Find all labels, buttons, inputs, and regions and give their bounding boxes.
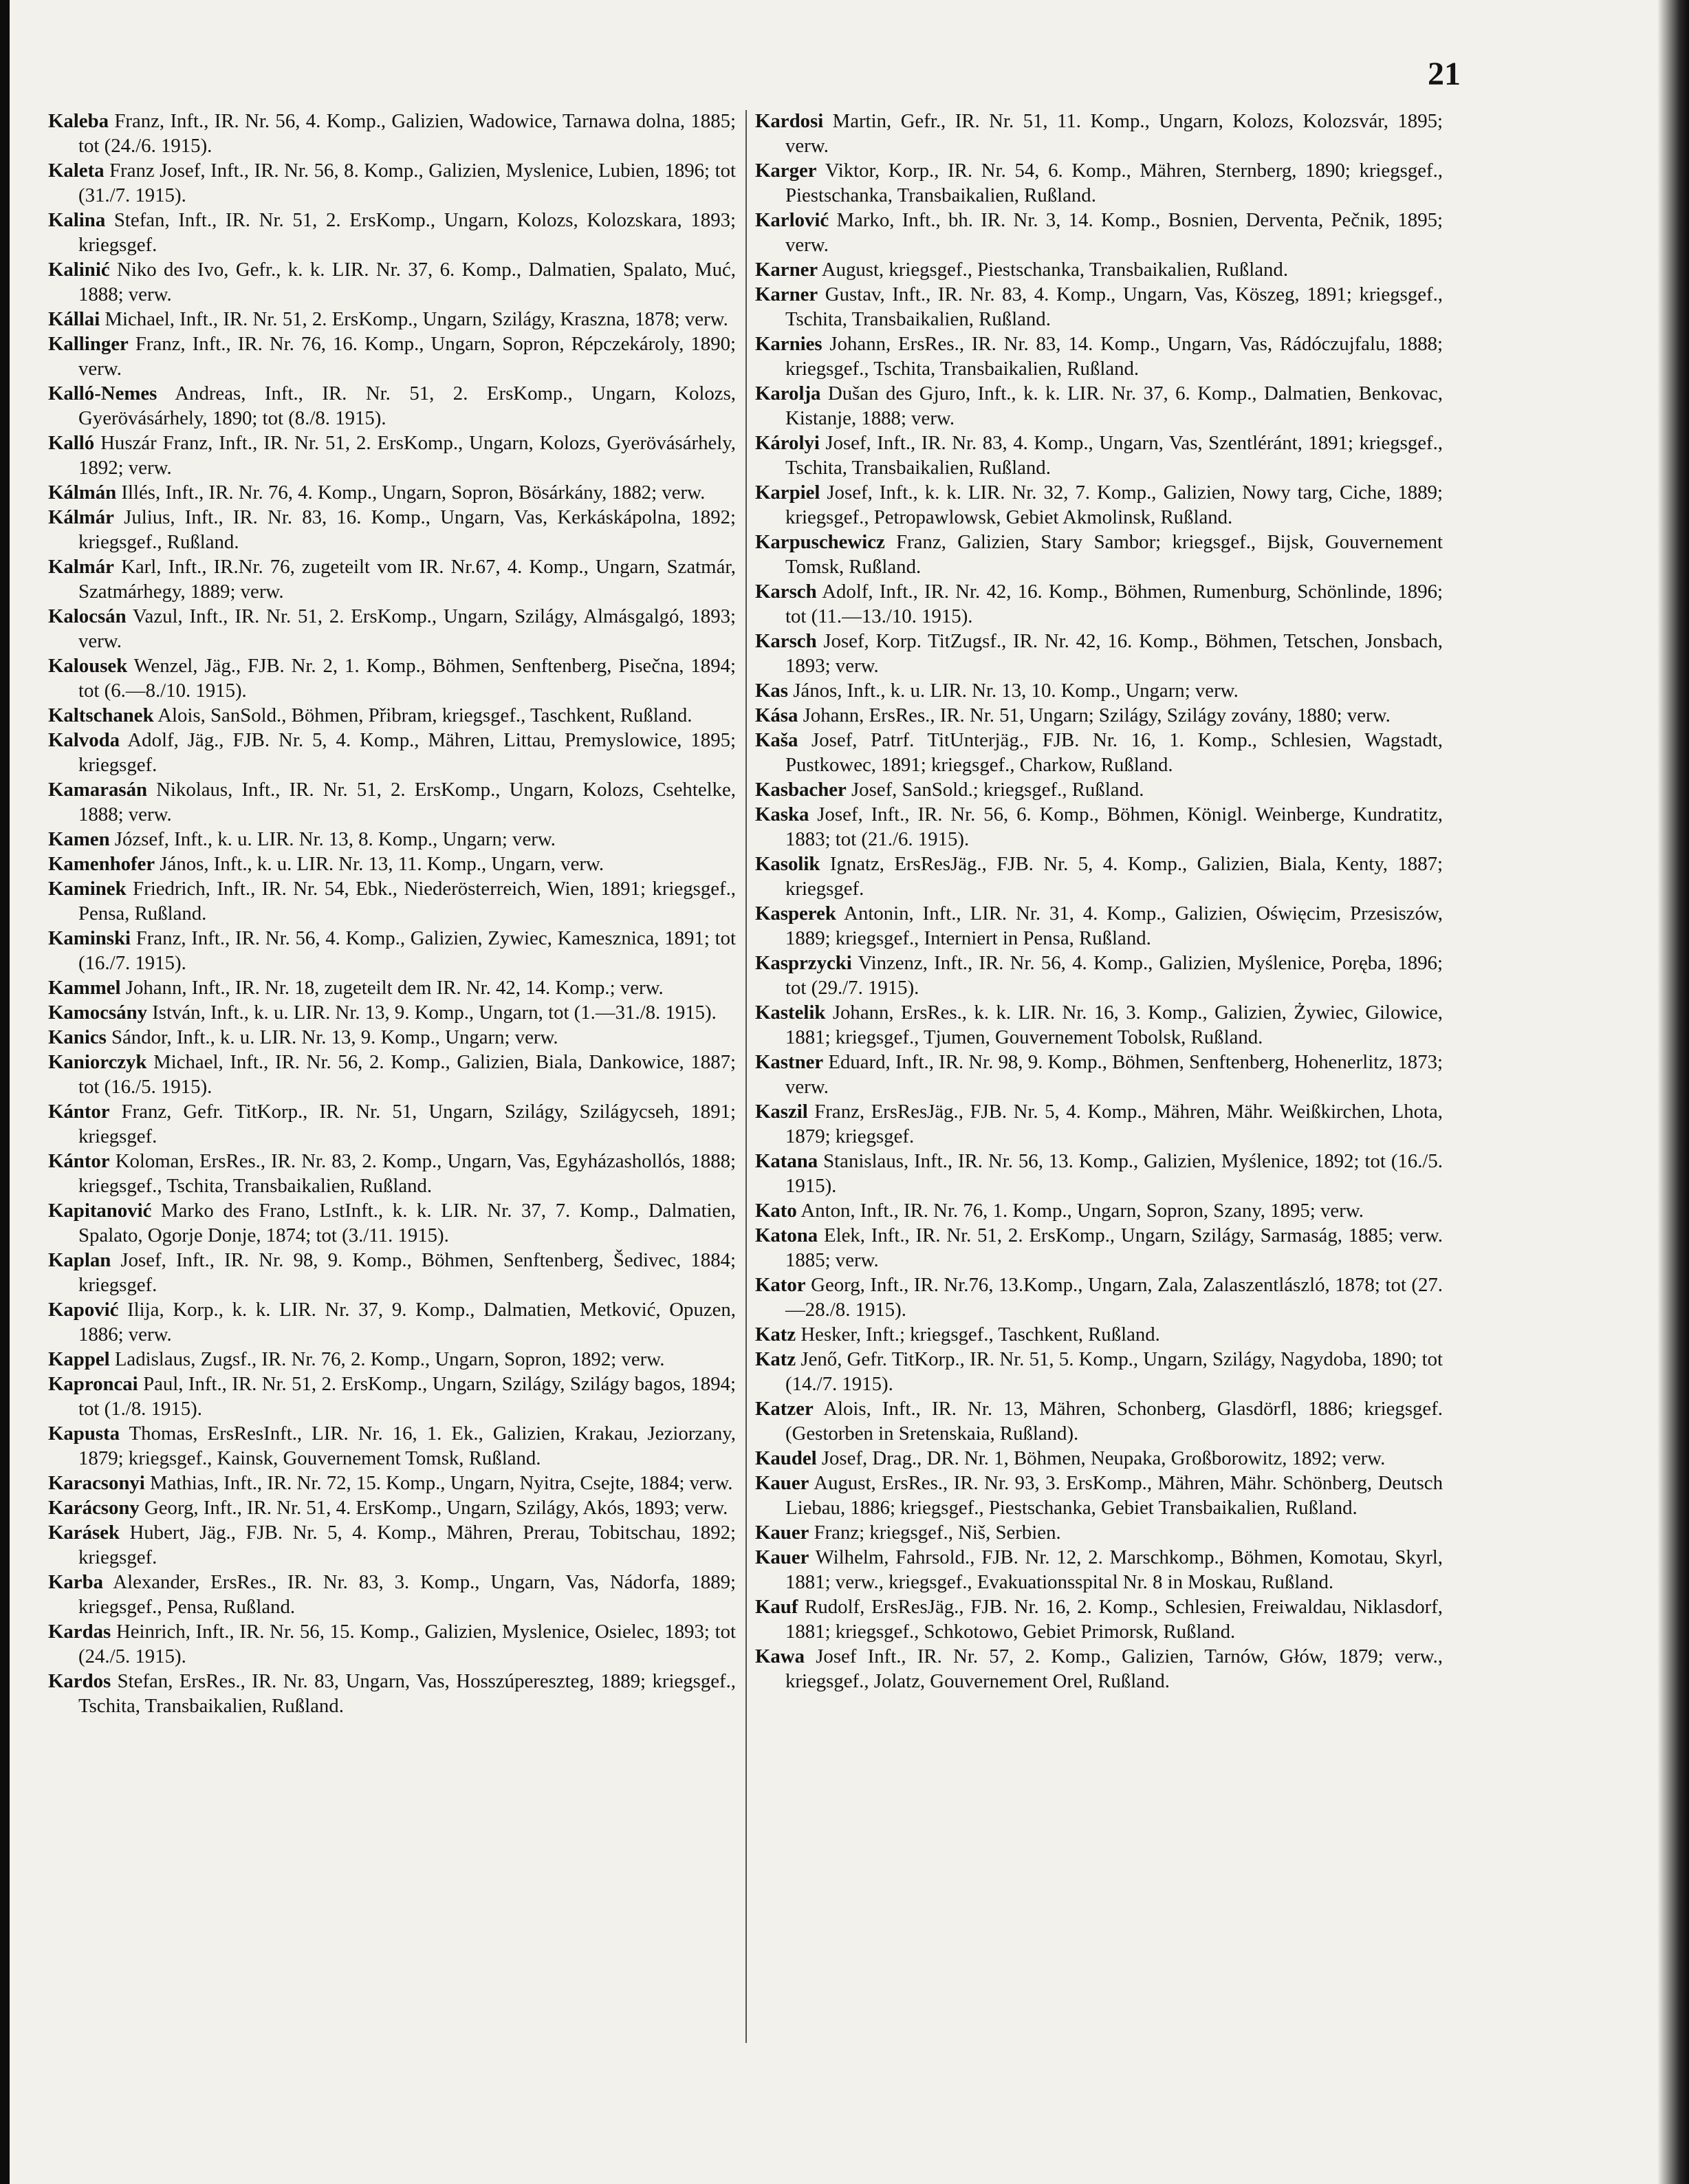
- entry-surname: Kaudel: [755, 1447, 817, 1469]
- entry-details: Josef, SanSold.; kriegsgef., Rußland.: [846, 779, 1144, 801]
- list-entry: [755, 1396, 1443, 1446]
- entry-details: Ignatz, ErsResJäg., FJB. Nr. 5, 4. Komp., Galizien, Biala, Kenty, 1887; kriegsgef.: [785, 853, 1443, 900]
- entry-details: Antonin, Inft., LIR. Nr. 31, 4. Komp., Galizien, Oświęcim, Przesiszów, 1889; kriegsgef., Interniert in Pensa, Rußland.: [785, 902, 1443, 949]
- entry-surname: Katana: [755, 1150, 818, 1172]
- list-entry: [48, 505, 736, 554]
- list-entry: [755, 332, 1443, 381]
- list-entry: [755, 158, 1443, 208]
- list-entry: [755, 901, 1443, 951]
- entry-surname: Kalvoda: [48, 729, 120, 751]
- entry-surname: Kaplan: [48, 1249, 111, 1271]
- entry-details: Alexander, ErsRes., IR. Nr. 83, 3. Komp., Ungarn, Vas, Nádorfa, 1889; kriegsgef., Pensa, Rußland.: [78, 1571, 736, 1618]
- list-entry: [755, 703, 1443, 728]
- entry-details: Michael, Inft., IR. Nr. 56, 2. Komp., Galizien, Biala, Dankowice, 1887; tot (16./5. 1915).: [78, 1051, 736, 1098]
- entry-details: Josef Inft., IR. Nr. 57, 2. Komp., Galizien, Tarnów, Głów, 1879; verw., kriegsgef., Jolatz, Gouvernement Orel, Rußland.: [785, 1645, 1443, 1692]
- entry-details: Sándor, Inft., k. u. LIR. Nr. 13, 9. Komp., Ungarn; verw.: [106, 1026, 558, 1048]
- entry-details: Ilija, Korp., k. k. LIR. Nr. 37, 9. Komp., Dalmatien, Metković, Opuzen, 1886; verw.: [78, 1299, 736, 1345]
- entry-details: Vinzenz, Inft., IR. Nr. 56, 4. Komp., Galizien, Myślenice, Poręba, 1896; tot (29./7. 1915).: [785, 952, 1443, 999]
- list-entry: [48, 480, 736, 505]
- entry-surname: Kaminski: [48, 927, 131, 949]
- entry-details: Marko des Frano, LstInft., k. k. LIR. Nr. 37, 7. Komp., Dalmatien, Spalato, Ogorje Donje, 1874; tot (3./11. 1915).: [78, 1200, 736, 1246]
- entry-surname: Karolja: [755, 382, 821, 404]
- list-entry: [48, 876, 736, 926]
- entry-details: Elek, Inft., IR. Nr. 51, 2. ErsKomp., Ungarn, Szilágy, Sarmaság, 1885; verw. 1885; verw.: [785, 1224, 1443, 1271]
- entry-surname: Kaltschanek: [48, 704, 154, 726]
- list-entry: [48, 728, 736, 777]
- list-entry: [755, 1198, 1443, 1223]
- document-page: [10, 0, 1666, 2184]
- entry-surname: Kawa: [755, 1645, 805, 1667]
- entry-details: Marko, Inft., bh. IR. Nr. 3, 14. Komp., Bosnien, Derventa, Pečnik, 1895; verw.: [785, 209, 1443, 256]
- entry-surname: Karásek: [48, 1522, 120, 1544]
- entry-surname: Karner: [755, 259, 818, 281]
- list-entry: [48, 1619, 736, 1669]
- entry-details: Martin, Gefr., IR. Nr. 51, 11. Komp., Ungarn, Kolozs, Kolozsvár, 1895; verw.: [785, 110, 1443, 157]
- list-entry: [48, 1025, 736, 1050]
- entry-details: Dušan des Gjuro, Inft., k. k. LIR. Nr. 37, 6. Komp., Dalmatien, Benkovac, Kistanje, 1888; verw.: [785, 382, 1443, 429]
- list-entry: [48, 1372, 736, 1421]
- list-entry: [48, 926, 736, 975]
- entry-surname: Kaszil: [755, 1101, 808, 1123]
- entry-details: Franz, Inft., IR. Nr. 76, 16. Komp., Ungarn, Sopron, Répczekároly, 1890; verw.: [78, 333, 736, 380]
- list-entry: [48, 1471, 736, 1495]
- entry-details: Alois, SanSold., Böhmen, Přibram, kriegsgef., Taschkent, Rußland.: [153, 704, 693, 726]
- entry-surname: Kapitanović: [48, 1200, 152, 1222]
- list-entry: [755, 1347, 1443, 1396]
- entry-details: Franz Josef, Inft., IR. Nr. 56, 8. Komp., Galizien, Myslenice, Lubien, 1896; tot (31./7. 1915).: [78, 160, 736, 206]
- entry-surname: Kaša: [755, 729, 798, 751]
- entry-surname: Kalló-Nemes: [48, 382, 157, 404]
- entry-details: Jenő, Gefr. TitKorp., IR. Nr. 51, 5. Komp., Ungarn, Szilágy, Nagydoba, 1890; tot (14./7. 1915).: [785, 1348, 1443, 1395]
- entry-details: Johann, ErsRes., k. k. LIR. Nr. 16, 3. Komp., Galizien, Żywiec, Gilowice, 1881; kriegsgef., Tjumen, Gouvernement Tobolsk, Rußland.: [785, 1002, 1443, 1048]
- list-entry: [755, 852, 1443, 901]
- right-column: [755, 109, 1443, 1694]
- entry-details: Josef, Inft., k. k. LIR. Nr. 32, 7. Komp., Galizien, Nowy targ, Ciche, 1889; kriegsgef., Petropawlowsk, Gebiet Akmolinsk, Rußland.: [785, 482, 1443, 528]
- entry-surname: Kaminek: [48, 878, 127, 900]
- entry-surname: Karner: [755, 283, 818, 305]
- entry-surname: Kálmár: [48, 506, 114, 528]
- entry-details: Mathias, Inft., IR. Nr. 72, 15. Komp., Ungarn, Nyitra, Csejte, 1884; verw.: [144, 1472, 733, 1494]
- list-entry: [48, 1669, 736, 1718]
- list-entry: [48, 208, 736, 257]
- entry-surname: Kanics: [48, 1026, 107, 1048]
- list-entry: [755, 1050, 1443, 1099]
- entry-surname: Kalinić: [48, 259, 110, 281]
- list-entry: [48, 431, 736, 480]
- entry-surname: Karacsonyi: [48, 1472, 145, 1494]
- entry-details: Josef, Inft., IR. Nr. 56, 6. Komp., Böhmen, Königl. Weinberge, Kundratitz, 1883; tot (21./6. 1915).: [785, 803, 1443, 850]
- entry-details: Johann, ErsRes., IR. Nr. 51, Ungarn; Szilágy, Szilágy zovány, 1880; verw.: [798, 704, 1391, 726]
- entry-surname: Kasolik: [755, 853, 820, 875]
- entry-surname: Kastelik: [755, 1002, 826, 1024]
- list-entry: [755, 1273, 1443, 1322]
- entry-details: Andreas, Inft., IR. Nr. 51, 2. ErsKomp., Ungarn, Kolozs, Gyerövásárhely, 1890; tot (8./8. 1915).: [78, 382, 736, 429]
- list-entry: [48, 777, 736, 827]
- entry-details: Gustav, Inft., IR. Nr. 83, 4. Komp., Ungarn, Vas, Köszeg, 1891; kriegsgef., Tschita, Transbaikalien, Rußland.: [785, 283, 1443, 330]
- entry-surname: Kappel: [48, 1348, 110, 1370]
- entry-details: József, Inft., k. u. LIR. Nr. 13, 8. Komp., Ungarn; verw.: [109, 828, 556, 850]
- entry-details: Josef, Drag., DR. Nr. 1, Böhmen, Neupaka, Großborowitz, 1892; verw.: [816, 1447, 1386, 1469]
- entry-surname: Kalousek: [48, 655, 128, 677]
- entry-surname: Kamen: [48, 828, 110, 850]
- entry-details: Adolf, Jäg., FJB. Nr. 5, 4. Komp., Mähren, Littau, Premyslowice, 1895; kriegsgef.: [78, 729, 736, 776]
- entry-surname: Kasperek: [755, 902, 836, 925]
- entry-details: Michael, Inft., IR. Nr. 51, 2. ErsKomp., Ungarn, Szilágy, Kraszna, 1878; verw.: [100, 308, 728, 330]
- list-entry: [755, 1471, 1443, 1520]
- entry-surname: Kasbacher: [755, 779, 847, 801]
- entry-surname: Kasprzycki: [755, 952, 852, 974]
- entry-details: Georg, Inft., IR. Nr.76, 13.Komp., Ungarn, Zala, Zalaszentlászló, 1878; tot (27.—28./8. 1915).: [785, 1274, 1443, 1321]
- entry-details: Hubert, Jäg., FJB. Nr. 5, 4. Komp., Mähren, Prerau, Tobitschau, 1892; kriegsgef.: [78, 1522, 736, 1568]
- list-entry: [48, 1149, 736, 1198]
- entry-surname: Karsch: [755, 630, 817, 652]
- entry-surname: Kalocsán: [48, 605, 127, 627]
- entry-surname: Károlyi: [755, 432, 820, 454]
- entry-details: Eduard, Inft., IR. Nr. 98, 9. Komp., Böhmen, Senftenberg, Hohenerlitz, 1873; verw.: [785, 1051, 1443, 1098]
- entry-details: Johann, ErsRes., IR. Nr. 83, 14. Komp., Ungarn, Vas, Rádóczujfalu, 1888; kriegsgef., Tschita, Transbaikalien, Rußland.: [785, 333, 1443, 380]
- entry-surname: Karba: [48, 1571, 103, 1593]
- list-entry: [48, 109, 736, 158]
- list-entry: [48, 604, 736, 653]
- entry-details: Koloman, ErsRes., IR. Nr. 83, 2. Komp., Ungarn, Vas, Egyházashollós, 1888; kriegsgef., Tschita, Transbaikalien, Rußland.: [78, 1150, 736, 1197]
- entry-details: Illés, Inft., IR. Nr. 76, 4. Komp., Ungarn, Sopron, Bösárkány, 1882; verw.: [116, 482, 706, 504]
- entry-surname: Kállai: [48, 308, 100, 330]
- list-entry: [48, 1570, 736, 1619]
- entry-surname: Katz: [755, 1323, 796, 1345]
- entry-surname: Kalmár: [48, 556, 114, 578]
- entry-surname: Kauf: [755, 1596, 798, 1618]
- list-entry: [755, 431, 1443, 480]
- entry-surname: Kása: [755, 704, 798, 726]
- list-entry: [755, 1594, 1443, 1644]
- entry-surname: Kauer: [755, 1522, 809, 1544]
- list-entry: [755, 678, 1443, 703]
- entry-details: Anton, Inft., IR. Nr. 76, 1. Komp., Ungarn, Sopron, Szany, 1895; verw.: [796, 1200, 1364, 1222]
- entry-surname: Katzer: [755, 1398, 814, 1420]
- list-entry: [755, 951, 1443, 1000]
- list-entry: [48, 257, 736, 307]
- column-divider: [745, 110, 747, 2043]
- entry-details: Heinrich, Inft., IR. Nr. 56, 15. Komp., Galizien, Myslenice, Osielec, 1893; tot (24./5. 1915).: [78, 1621, 736, 1667]
- entry-details: Stefan, ErsRes., IR. Nr. 83, Ungarn, Vas, Hosszúpereszteg, 1889; kriegsgef., Tschita, Transbaikalien, Rußland.: [78, 1670, 736, 1717]
- entry-surname: Kamocsány: [48, 1002, 147, 1024]
- list-entry: [48, 1198, 736, 1248]
- list-entry: [755, 1520, 1443, 1545]
- entry-surname: Katz: [755, 1348, 796, 1370]
- list-entry: [755, 1322, 1443, 1347]
- entry-details: Josef, Inft., IR. Nr. 98, 9. Komp., Böhmen, Senftenberg, Šedivec, 1884; kriegsgef.: [78, 1249, 736, 1296]
- list-entry: [755, 208, 1443, 257]
- entry-surname: Kapusta: [48, 1423, 120, 1445]
- list-entry: [48, 703, 736, 728]
- entry-details: Josef, Patrf. TitUnterjäg., FJB. Nr. 16, 1. Komp., Schlesien, Wagstadt, Pustkowec, 1891; kriegsgef., Charkow, Rußland.: [785, 729, 1443, 776]
- list-entry: [755, 257, 1443, 282]
- entry-surname: Karlović: [755, 209, 829, 231]
- left-column: [48, 109, 736, 1718]
- entry-details: Niko des Ivo, Gefr., k. k. LIR. Nr. 37, 6. Komp., Dalmatien, Spalato, Muć, 1888; verw.: [78, 259, 736, 305]
- page-number: 21: [1428, 56, 1461, 92]
- entry-details: Karl, Inft., IR.Nr. 76, zugeteilt vom IR. Nr.67, 4. Komp., Ungarn, Szatmár, Szatmárhegy, 1889; verw.: [78, 556, 736, 603]
- entry-surname: Kálmán: [48, 482, 117, 504]
- list-entry: [755, 480, 1443, 530]
- entry-details: Julius, Inft., IR. Nr. 83, 16. Komp., Ungarn, Vas, Kerkáskápolna, 1892; kriegsgef., Rußland.: [78, 506, 736, 553]
- list-entry: [48, 975, 736, 1000]
- entry-details: Josef, Korp. TitZugsf., IR. Nr. 42, 16. Komp., Böhmen, Tetschen, Jonsbach, 1893; verw.: [785, 630, 1443, 677]
- list-entry: [48, 1520, 736, 1570]
- entry-details: Huszár Franz, Inft., IR. Nr. 51, 2. ErsKomp., Ungarn, Kolozs, Gyerövásárhely, 1892; verw.: [78, 432, 736, 479]
- entry-details: Georg, Inft., IR. Nr. 51, 4. ErsKomp., Ungarn, Szilágy, Akós, 1893; verw.: [139, 1497, 728, 1519]
- list-entry: [48, 852, 736, 876]
- entry-details: János, Inft., k. u. LIR. Nr. 13, 11. Komp., Ungarn, verw.: [155, 853, 604, 875]
- list-entry: [48, 158, 736, 208]
- list-entry: [48, 307, 736, 332]
- entry-details: August, ErsRes., IR. Nr. 93, 3. ErsKomp., Mähren, Mähr. Schönberg, Deutsch Liebau, 1886; kriegsgef., Piestschanka, Gebiet Transbaikalien, Rußland.: [785, 1472, 1443, 1519]
- list-entry: [48, 1297, 736, 1347]
- list-entry: [48, 381, 736, 431]
- entry-details: Franz, Gefr. TitKorp., IR. Nr. 51, Ungarn, Szilágy, Szilágycseh, 1891; kriegsgef.: [78, 1101, 736, 1147]
- entry-surname: Kaproncai: [48, 1373, 138, 1395]
- entry-surname: Karpiel: [755, 482, 820, 504]
- entry-details: Hesker, Inft.; kriegsgef., Taschkent, Rußland.: [796, 1323, 1160, 1345]
- entry-details: Josef, Inft., IR. Nr. 83, 4. Komp., Ungarn, Vas, Szentléránt, 1891; kriegsgef., Tschita, Transbaikalien, Rußland.: [785, 432, 1443, 479]
- list-entry: [755, 1223, 1443, 1273]
- entry-details: Franz, ErsResJäg., FJB. Nr. 5, 4. Komp., Mähren, Mähr. Weißkirchen, Lhota, 1879; kriegsgef.: [785, 1101, 1443, 1147]
- entry-details: Stanislaus, Inft., IR. Nr. 56, 13. Komp., Galizien, Myślenice, 1892; tot (16./5. 1915).: [785, 1150, 1443, 1197]
- list-entry: [755, 1000, 1443, 1050]
- list-entry: [48, 1421, 736, 1471]
- entry-surname: Kaleta: [48, 160, 105, 182]
- entry-surname: Kastner: [755, 1051, 824, 1073]
- entry-surname: Kántor: [48, 1150, 110, 1172]
- entry-surname: Kántor: [48, 1101, 110, 1123]
- entry-surname: Karger: [755, 160, 817, 182]
- entry-surname: Karnies: [755, 333, 822, 355]
- entry-surname: Kalló: [48, 432, 95, 454]
- entry-surname: Katona: [755, 1224, 818, 1246]
- entry-surname: Kauer: [755, 1546, 809, 1568]
- entry-details: Vazul, Inft., IR. Nr. 51, 2. ErsKomp., Ungarn, Szilágy, Almásgalgó, 1893; verw.: [78, 605, 736, 652]
- list-entry: [755, 1446, 1443, 1471]
- entry-details: Franz, Inft., IR. Nr. 56, 4. Komp., Galizien, Zywiec, Kamesznica, 1891; tot (16./7. 1915).: [78, 927, 736, 974]
- entry-surname: Kaniorczyk: [48, 1051, 147, 1073]
- entry-details: Stefan, Inft., IR. Nr. 51, 2. ErsKomp., Ungarn, Kolozs, Kolozskara, 1893; kriegsgef.: [78, 209, 736, 256]
- entry-details: Rudolf, ErsResJäg., FJB. Nr. 16, 2. Komp., Schlesien, Freiwaldau, Niklasdorf, 1881; kriegsgef., Schkotowo, Gebiet Primorsk, Rußland.: [785, 1596, 1443, 1643]
- entry-surname: Kallinger: [48, 333, 129, 355]
- entry-details: August, kriegsgef., Piestschanka, Transbaikalien, Rußland.: [818, 259, 1289, 281]
- entry-surname: Kammel: [48, 977, 121, 999]
- list-entry: [755, 530, 1443, 579]
- entry-details: Franz, Galizien, Stary Sambor; kriegsgef., Bijsk, Gouvernement Tomsk, Rußland.: [785, 531, 1443, 578]
- entry-details: Nikolaus, Inft., IR. Nr. 51, 2. ErsKomp., Ungarn, Kolozs, Csehtelke, 1888; verw.: [78, 779, 736, 825]
- entry-details: Thomas, ErsResInft., LIR. Nr. 16, 1. Ek., Galizien, Krakau, Jeziorzany, 1879; kriegsgef., Kainsk, Gouvernement Tomsk, Rußland.: [78, 1423, 736, 1469]
- entry-details: Wilhelm, Fahrsold., FJB. Nr. 12, 2. Marschkomp., Böhmen, Komotau, Skyrl, 1881; verw., kriegsgef., Evakuationsspital Nr. 8 in Moskau, Rußland.: [785, 1546, 1443, 1593]
- list-entry: [48, 1050, 736, 1099]
- entry-surname: Karsch: [755, 581, 817, 603]
- list-entry: [755, 1545, 1443, 1594]
- entry-surname: Kator: [755, 1274, 806, 1296]
- scan-edge-shadow: [1657, 0, 1689, 2184]
- entry-surname: Kardosi: [755, 110, 824, 132]
- entry-surname: Kas: [755, 680, 789, 702]
- entry-surname: Kamenhofer: [48, 853, 155, 875]
- list-entry: [48, 1248, 736, 1297]
- entry-surname: Karpuschewicz: [755, 531, 885, 553]
- list-entry: [755, 728, 1443, 777]
- entry-surname: Kardas: [48, 1621, 111, 1643]
- list-entry: [755, 579, 1443, 629]
- entry-surname: Kardos: [48, 1670, 111, 1692]
- entry-details: Johann, Inft., IR. Nr. 18, zugeteilt dem IR. Nr. 42, 14. Komp.; verw.: [120, 977, 664, 999]
- list-entry: [48, 1495, 736, 1520]
- entry-details: János, Inft., k. u. LIR. Nr. 13, 10. Komp., Ungarn; verw.: [788, 680, 1239, 702]
- list-entry: [755, 282, 1443, 332]
- list-entry: [48, 827, 736, 852]
- list-entry: [48, 332, 736, 381]
- entry-details: Friedrich, Inft., IR. Nr. 54, Ebk., Niederösterreich, Wien, 1891; kriegsgef., Pensa, Rußland.: [78, 878, 736, 925]
- list-entry: [755, 1644, 1443, 1694]
- entry-surname: Kauer: [755, 1472, 809, 1494]
- list-entry: [755, 1099, 1443, 1149]
- entry-surname: Kalina: [48, 209, 106, 231]
- list-entry: [48, 1347, 736, 1372]
- entry-details: István, Inft., k. u. LIR. Nr. 13, 9. Komp., Ungarn, tot (1.—31./8. 1915).: [147, 1002, 717, 1024]
- entry-details: Alois, Inft., IR. Nr. 13, Mähren, Schonberg, Glasdörfl, 1886; kriegsgef. (Gestorben in Sretenskaia, Rußland).: [785, 1398, 1443, 1445]
- entry-details: Franz; kriegsgef., Niš, Serbien.: [809, 1522, 1061, 1544]
- list-entry: [755, 1149, 1443, 1198]
- entry-details: Viktor, Korp., IR. Nr. 54, 6. Komp., Mähren, Sternberg, 1890; kriegsgef., Piestschanka, Transbaikalien, Rußland.: [785, 160, 1443, 206]
- list-entry: [48, 653, 736, 703]
- entry-surname: Kaleba: [48, 110, 109, 132]
- entry-surname: Kapović: [48, 1299, 119, 1321]
- list-entry: [48, 1099, 736, 1149]
- list-entry: [48, 1000, 736, 1025]
- list-entry: [755, 381, 1443, 431]
- list-entry: [755, 777, 1443, 802]
- entry-surname: Kaska: [755, 803, 809, 825]
- entry-surname: Kamarasán: [48, 779, 147, 801]
- list-entry: [755, 629, 1443, 678]
- list-entry: [755, 109, 1443, 158]
- entry-details: Adolf, Inft., IR. Nr. 42, 16. Komp., Böhmen, Rumenburg, Schönlinde, 1896; tot (11.—13./10. 1915).: [785, 581, 1443, 627]
- list-entry: [755, 802, 1443, 852]
- entry-details: Franz, Inft., IR. Nr. 56, 4. Komp., Galizien, Wadowice, Tarnawa dolna, 1885; tot (24./6. 1915).: [78, 110, 736, 157]
- entry-surname: Kato: [755, 1200, 797, 1222]
- entry-details: Paul, Inft., IR. Nr. 51, 2. ErsKomp., Ungarn, Szilágy, Szilágy bagos, 1894; tot (1./8. 1915).: [78, 1373, 736, 1420]
- list-entry: [48, 554, 736, 604]
- entry-details: Ladislaus, Zugsf., IR. Nr. 76, 2. Komp., Ungarn, Sopron, 1892; verw.: [109, 1348, 665, 1370]
- entry-details: Wenzel, Jäg., FJB. Nr. 2, 1. Komp., Böhmen, Senftenberg, Pisečna, 1894; tot (6.—8./10. 1915).: [78, 655, 736, 702]
- entry-surname: Karácsony: [48, 1497, 140, 1519]
